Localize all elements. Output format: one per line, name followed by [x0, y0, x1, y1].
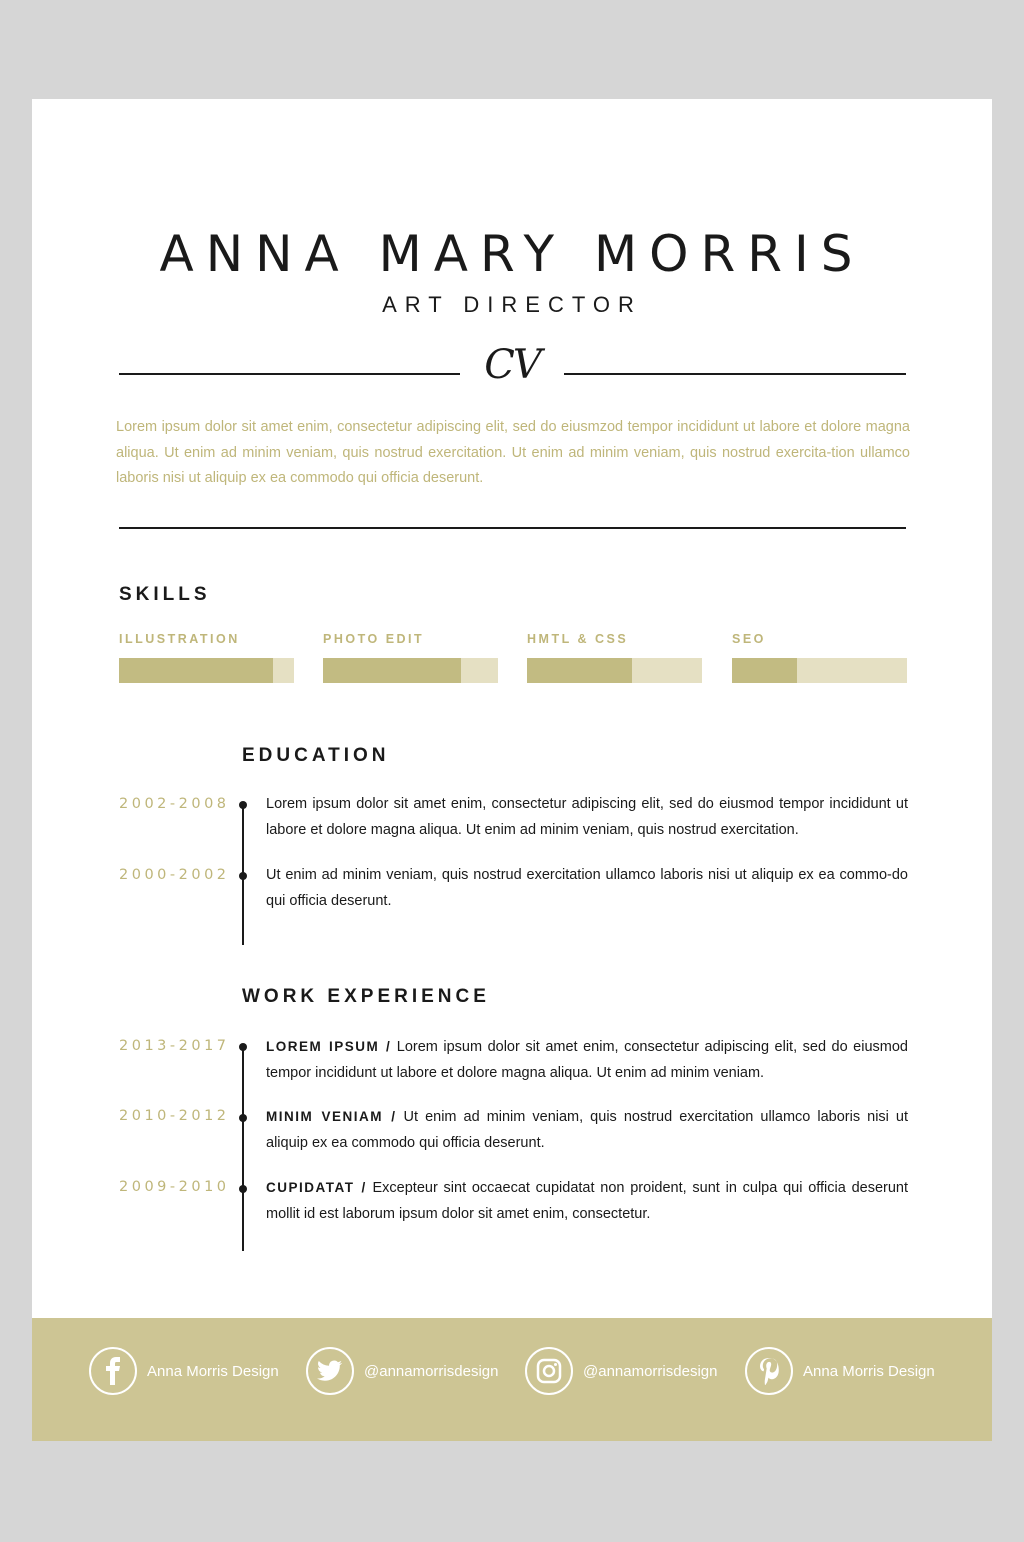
skill-bar [732, 658, 907, 683]
job-title: ART DIRECTOR [382, 292, 642, 317]
work-entry [266, 1175, 908, 1227]
timeline-dot [239, 1185, 247, 1193]
work-entry [266, 1104, 908, 1156]
education-years: 2002-2008 [119, 796, 230, 812]
social-facebook[interactable] [89, 1347, 279, 1395]
work-years: 2013-2017 [119, 1038, 230, 1054]
timeline-dot [239, 1114, 247, 1122]
education-entry: Ut enim ad minim veniam, quis nostrud exercitation ullamco laboris nisi ut aliquip ex ea commo-do qui officia deserunt. [266, 867, 908, 909]
skill-label: HMTL & CSS [527, 632, 629, 646]
divider-left [119, 373, 460, 375]
skill-label: SEO [732, 632, 766, 646]
timeline-dot [239, 872, 247, 880]
work-years: 2010-2012 [119, 1108, 230, 1124]
social-pinterest[interactable] [745, 1347, 935, 1395]
skill-bar-fill [323, 658, 461, 683]
skill-bar-fill [732, 658, 797, 683]
work-entry-lead: CUPIDATAT / [266, 1180, 367, 1195]
divider-right [564, 373, 906, 375]
skill-bar [527, 658, 702, 683]
social-text[interactable]: Anna Morris Design [147, 1362, 279, 1380]
instagram-icon[interactable] [525, 1347, 573, 1395]
twitter-icon[interactable] [306, 1347, 354, 1395]
education-entry: Lorem ipsum dolor sit amet enim, consectetur adipiscing elit, sed do eiusmod tempor incididunt ut labore et dolore magna aliqua. Ut enim ad minim veniam, quis nostrud exercitation. [266, 796, 908, 838]
social-twitter[interactable] [306, 1347, 498, 1395]
social-instagram[interactable] [525, 1347, 717, 1395]
social-text[interactable]: @annamorrisdesign [583, 1362, 718, 1380]
social-text[interactable]: Anna Morris Design [803, 1362, 935, 1380]
timeline-dot [239, 1043, 247, 1051]
work-entry [266, 1034, 908, 1086]
work-timeline [242, 1046, 244, 1251]
work-entry-text: Lorem ipsum dolor sit amet enim, consectetur adipiscing elit, sed do eiusmod tempor incididunt ut labore et dolore magna aliqua. Ut enim ad minim veniam. [266, 1039, 908, 1081]
skill-bar [323, 658, 498, 683]
work-title: WORK EXPERIENCE [242, 986, 490, 1007]
skill-label: ILLUSTRATION [119, 632, 240, 646]
facebook-icon[interactable] [89, 1347, 137, 1395]
person-name: ANNA MARY MORRIS [159, 225, 865, 283]
divider-full [119, 527, 906, 529]
skill-bar-fill [527, 658, 632, 683]
timeline-dot [239, 801, 247, 809]
intro-paragraph: Lorem ipsum dolor sit amet enim, consectetur adipiscing elit, sed do eiusmzod tempor incididunt ut labore et dolore magna aliqua. Ut enim ad minim veniam, quis nostrud exercitation. Ut enim ad minim veniam, quis nostrud exercita-tion ullamco laboris nisi ut aliquip ex ea commodo qui officia deserunt. [116, 419, 910, 486]
pinterest-icon[interactable] [745, 1347, 793, 1395]
skills-title: SKILLS [119, 584, 211, 605]
social-text[interactable]: @annamorrisdesign [364, 1362, 499, 1380]
education-title: EDUCATION [242, 745, 390, 766]
skill-label: PHOTO EDIT [323, 632, 425, 646]
work-entry-lead: LOREM IPSUM / [266, 1039, 392, 1054]
work-entry-lead: MINIM VENIAM / [266, 1109, 397, 1124]
skill-bar [119, 658, 294, 683]
work-entry-text: Excepteur sint occaecat cupidatat non proident, sunt in culpa qui officia deserunt mollit id est laborum ipsum dolor sit amet enim, consectetur. [266, 1180, 908, 1222]
cv-monogram: CV [484, 342, 540, 388]
work-years: 2009-2010 [119, 1179, 230, 1195]
education-years: 2000-2002 [119, 867, 230, 883]
work-entry-text: Ut enim ad minim veniam, quis nostrud exercitation ullamco laboris nisi ut aliquip ex ea commodo qui officia deserunt. [266, 1109, 909, 1151]
skill-bar-fill [119, 658, 273, 683]
